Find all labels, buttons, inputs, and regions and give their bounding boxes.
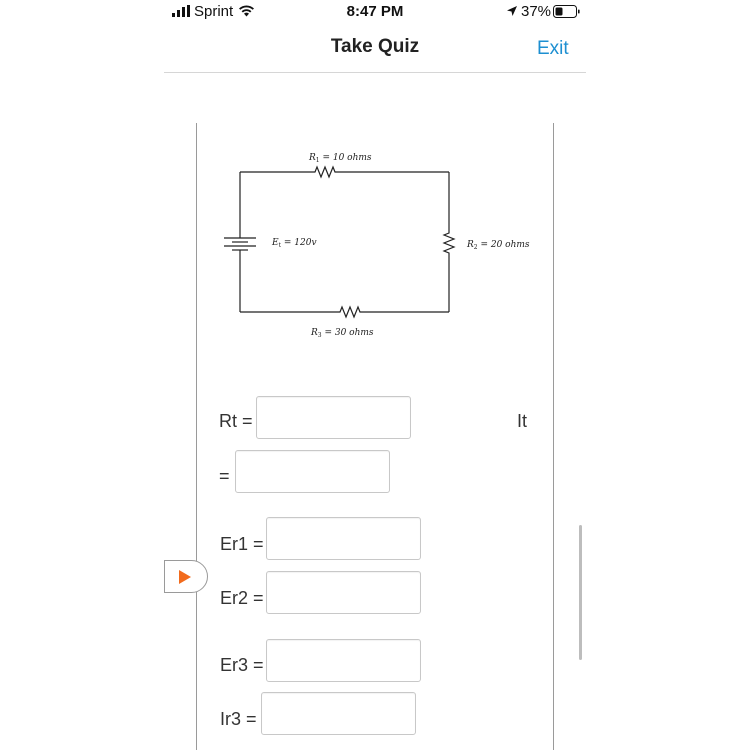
- er3-input[interactable]: [266, 639, 421, 682]
- content-frame-left-border: [196, 123, 197, 750]
- rt-label: Rt =: [219, 411, 253, 431]
- header-divider: [164, 72, 586, 73]
- er2-input[interactable]: [266, 571, 421, 614]
- status-bar: [0, 0, 750, 26]
- rt-input[interactable]: [256, 396, 411, 439]
- it-equals-label: =: [219, 466, 230, 486]
- location-arrow-icon: [506, 5, 518, 17]
- ir3-input[interactable]: [261, 692, 416, 735]
- er3-label: Er3 =: [220, 655, 264, 675]
- r2-label: $R_2 = 20$ ohms: [467, 240, 530, 251]
- resistor-r3-symbol: [240, 307, 449, 317]
- ir3-label: Ir3 =: [220, 709, 257, 729]
- circuit-diagram: [210, 145, 540, 345]
- resistor-r1-symbol: [240, 167, 449, 177]
- battery-symbol: [224, 232, 256, 252]
- battery-percent: 37%: [521, 3, 552, 20]
- clock: 8:47 PM: [346, 3, 404, 20]
- scrollbar-thumb[interactable]: [579, 525, 582, 660]
- er1-input[interactable]: [266, 517, 421, 560]
- it-input[interactable]: [235, 450, 390, 493]
- play-icon: [178, 570, 192, 584]
- carrier-name: Sprint: [194, 3, 234, 20]
- page-title: Take Quiz: [330, 36, 420, 57]
- r3-label: $R_3 = 30$ ohms: [311, 328, 374, 339]
- exit-button[interactable]: Exit: [537, 38, 569, 59]
- r1-label: $R_1 = 10$ ohms: [309, 153, 372, 164]
- er1-label: Er1 =: [220, 534, 264, 554]
- battery-icon: [553, 5, 581, 18]
- play-button[interactable]: [164, 560, 208, 593]
- et-label: $E_t = 120v$: [272, 238, 317, 249]
- resistor-r2-symbol: [444, 172, 454, 312]
- content-frame-right-border: [553, 123, 554, 750]
- er2-label: Er2 =: [220, 588, 264, 608]
- it-label: It: [517, 411, 528, 431]
